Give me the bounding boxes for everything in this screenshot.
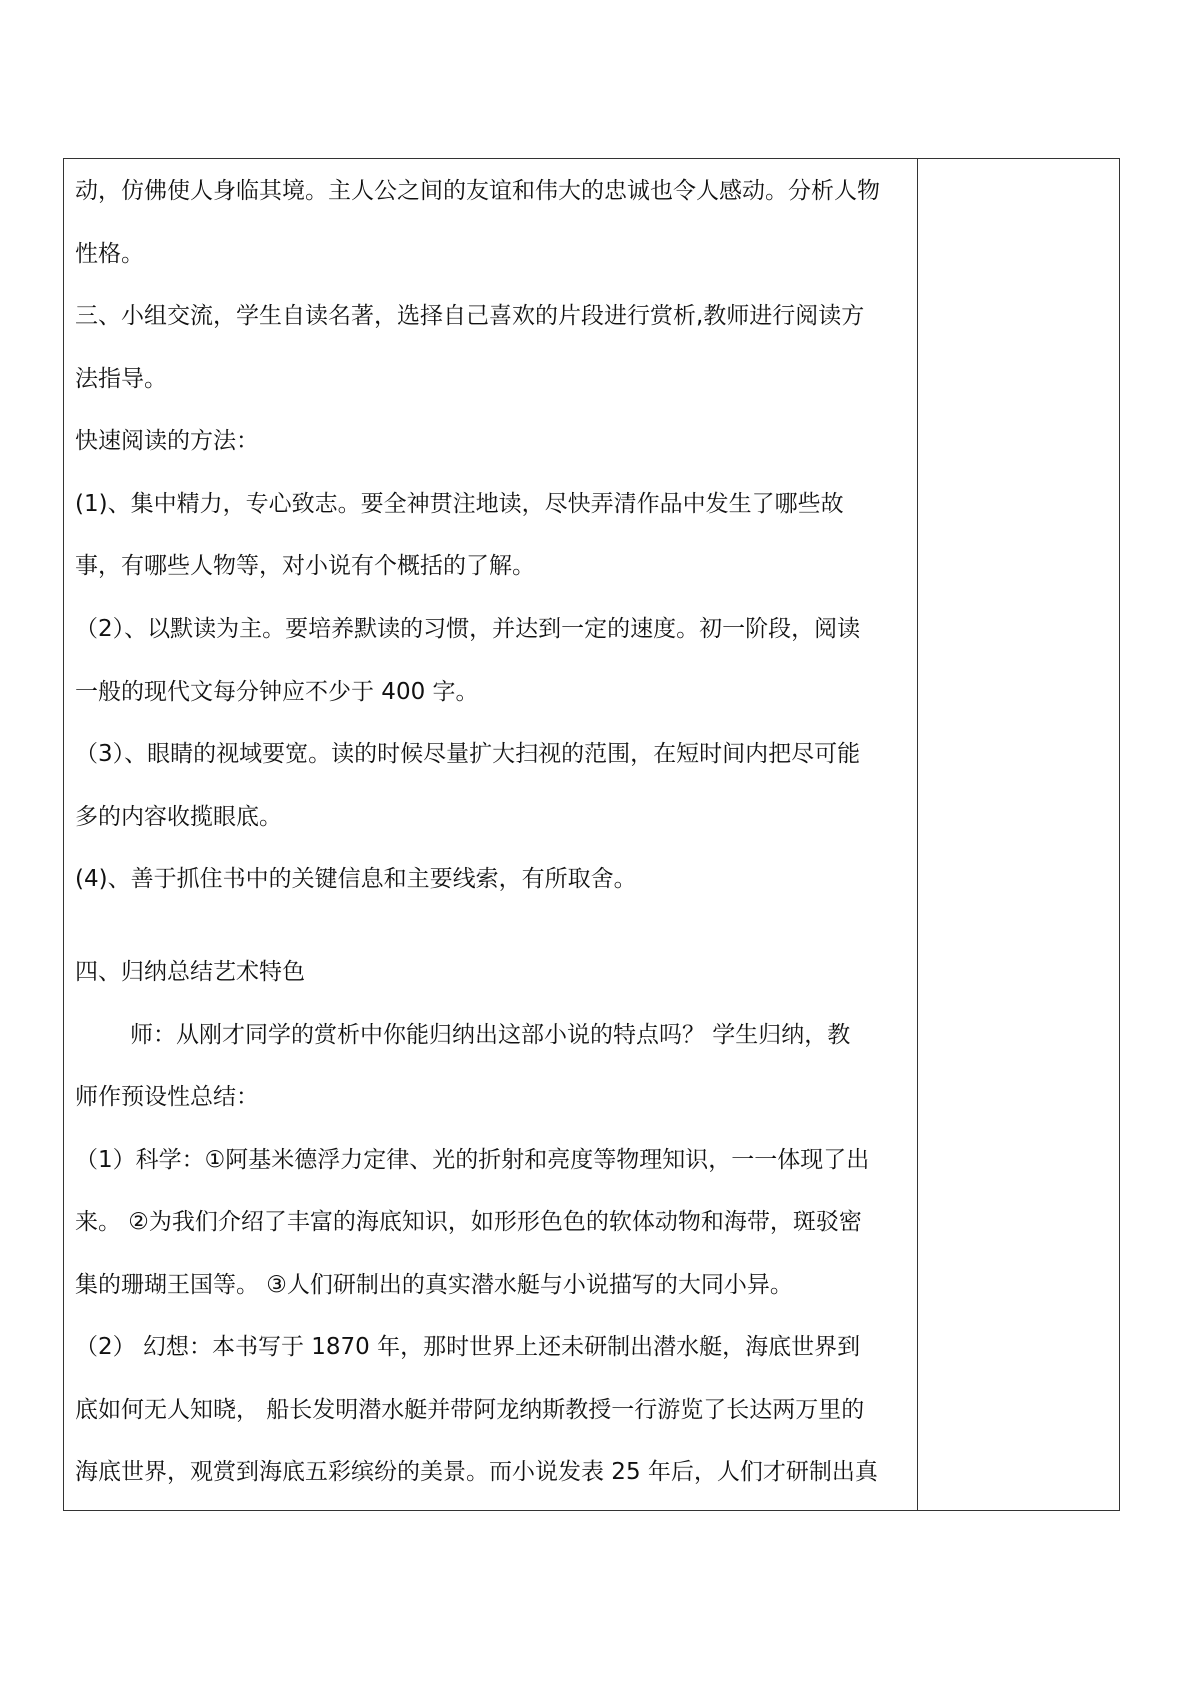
text-line: (4)、善于抓住书中的关键信息和主要线索，有所取舍。 bbox=[75, 866, 637, 892]
text-line: 法指导。 bbox=[75, 366, 167, 392]
section-heading: 四、归纳总结艺术特色 bbox=[75, 959, 305, 985]
text-line: 来。 ②为我们介绍了丰富的海底知识，如形形色色的软体动物和海带，斑驳密 bbox=[75, 1209, 862, 1235]
text-line: （2）、以默读为主。要培养默读的习惯，并达到一定的速度。初一阶段，阅读 bbox=[75, 616, 861, 642]
text-line: 多的内容收揽眼底。 bbox=[75, 804, 282, 830]
text-line: 一般的现代文每分钟应不少于 400 字。 bbox=[75, 679, 479, 705]
text-line: 性格。 bbox=[75, 241, 144, 267]
text-line: 集的珊瑚王国等。 ③人们研制出的真实潜水艇与小说描写的大同小异。 bbox=[75, 1272, 793, 1298]
text-line: (1)、集中精力，专心致志。要全神贯注地读，尽快弄清作品中发生了哪些故 bbox=[75, 491, 844, 517]
content-cell bbox=[64, 159, 918, 1510]
text-line: 三、小组交流，学生自读名著，选择自己喜欢的片段进行赏析,教师进行阅读方 bbox=[75, 303, 865, 329]
text-line: 师作预设性总结： bbox=[75, 1084, 259, 1110]
text-line: 事，有哪些人物等，对小说有个概括的了解。 bbox=[75, 553, 535, 579]
text-line: （1）科学：①阿基米德浮力定律、光的折射和亮度等物理知识，一一体现了出 bbox=[75, 1147, 870, 1173]
text-line: （2） 幻想：本书写于 1870 年，那时世界上还未研制出潜水艇，海底世界到 bbox=[75, 1334, 861, 1360]
empty-side-cell bbox=[918, 159, 1119, 1510]
document-table bbox=[63, 158, 1120, 1511]
text-line: 海底世界，观赏到海底五彩缤纷的美景。而小说发表 25 年后，人们才研制出真 bbox=[75, 1459, 878, 1485]
text-line: 动，仿佛使人身临其境。主人公之间的友谊和伟大的忠诚也令人感动。分析人物 bbox=[75, 178, 880, 204]
text-line: 底如何无人知晓， 船长发明潜水艇并带阿龙纳斯教授一行游览了长达两万里的 bbox=[75, 1397, 865, 1423]
text-line: 师：从刚才同学的赏析中你能归纳出这部小说的特点吗？ 学生归纳，教 bbox=[130, 1022, 851, 1048]
text-line: 快速阅读的方法： bbox=[75, 428, 259, 454]
text-line: （3）、眼睛的视域要宽。读的时候尽量扩大扫视的范围，在短时间内把尽可能 bbox=[75, 741, 861, 767]
